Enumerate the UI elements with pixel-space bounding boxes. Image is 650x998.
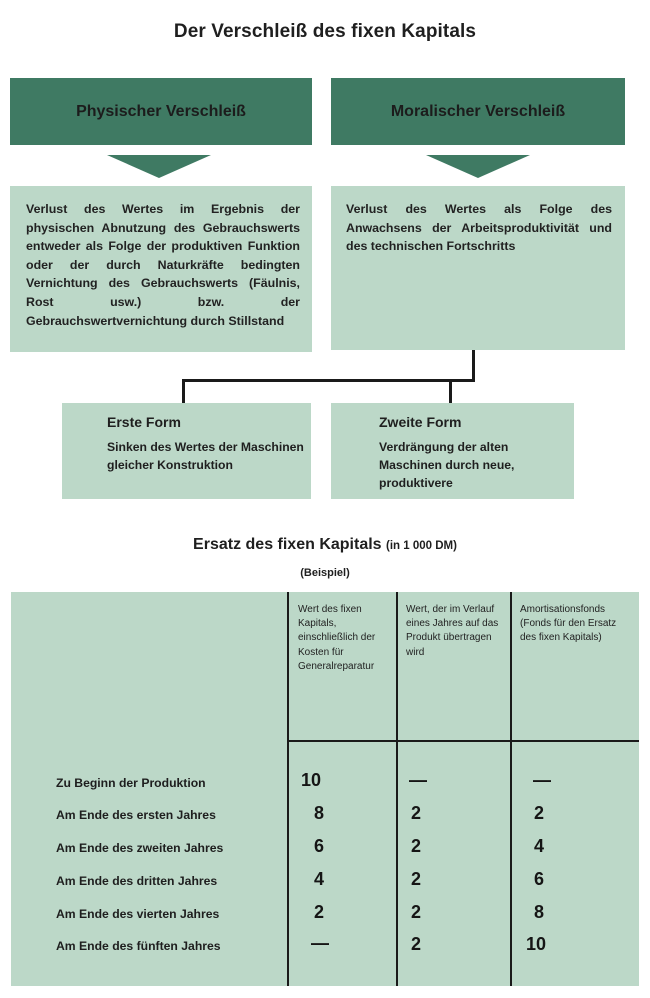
row-value-fixed-capital: — xyxy=(311,933,329,953)
row-value-transferred: — xyxy=(409,770,427,790)
physical-wear-panel xyxy=(10,186,312,352)
row-label: Am Ende des fünften Jahres xyxy=(56,939,221,953)
table-column-divider-1 xyxy=(287,592,289,986)
row-value-fixed-capital: 6 xyxy=(314,836,325,856)
first-form-title: Erste Form xyxy=(107,414,181,430)
row-label: Am Ende des dritten Jahres xyxy=(56,874,218,888)
row-value-amortization: 10 xyxy=(526,934,547,954)
physical-wear-heading-text: Physischer Verschleiß xyxy=(76,102,246,120)
row-value-fixed-capital: 4 xyxy=(314,869,325,889)
first-form-text: Sinken des Wertes der Maschinen gleicher Konstruktion xyxy=(107,440,304,472)
row-label: Am Ende des vierten Jahres xyxy=(56,907,220,921)
row-value-fixed-capital: 10 xyxy=(301,770,322,790)
row-value-transferred: 2 xyxy=(411,869,422,889)
row-value-transferred: 2 xyxy=(411,836,422,856)
row-label: Am Ende des zweiten Jahres xyxy=(56,841,224,855)
row-value-transferred: 2 xyxy=(411,803,422,823)
row-value-amortization: 6 xyxy=(534,869,545,889)
replacement-example: (Beispiel) xyxy=(300,567,350,579)
connector-right-drop xyxy=(449,379,452,404)
row-label: Am Ende des ersten Jahres xyxy=(56,808,216,822)
replacement-title-text: Ersatz des fixen Kapitals xyxy=(193,536,382,553)
connector-horizontal xyxy=(182,379,475,382)
second-form-panel xyxy=(331,403,574,499)
row-label: Zu Beginn der Produktion xyxy=(56,776,206,790)
column-header-fixed-capital-value: Wert des fixen Kapitals, einschließlich der Kosten für Generalreparatur xyxy=(298,604,376,672)
physical-wear-heading xyxy=(10,78,312,145)
moral-wear-heading-text: Moralischer Verschleiß xyxy=(390,102,566,120)
replacement-unit: (in 1 000 DM) xyxy=(386,540,457,552)
column-header-amortization-fund: Amortisationsfonds (Fonds für den Ersatz des fixen Kapitals) xyxy=(520,604,617,644)
row-value-amortization: 4 xyxy=(534,836,545,856)
column-header-transferred-value: Wert, der im Verlauf eines Jahres auf das Produkt übertragen wird xyxy=(406,604,499,658)
replacement-table xyxy=(11,592,639,986)
moral-wear-panel xyxy=(331,186,625,350)
row-value-amortization: — xyxy=(533,770,551,790)
moral-wear-heading xyxy=(331,78,625,145)
connector-left-drop xyxy=(182,379,185,404)
moral-wear-arrow xyxy=(426,155,530,178)
table-column-divider-3 xyxy=(510,592,512,986)
moral-wear-description: Verlust des Wertes als Folge des Anwachsens der Arbeitsproduktivität und des technischen Fortschritts xyxy=(346,202,612,254)
row-value-fixed-capital: 8 xyxy=(314,803,325,823)
row-value-fixed-capital: 2 xyxy=(314,902,325,922)
row-value-amortization: 8 xyxy=(534,902,545,922)
second-form-text: Verdrängung der alten Maschinen durch neue, produktivere xyxy=(379,440,515,490)
physical-wear-description: Verlust des Wertes im Ergebnis der physischen Abnutzung des Gebrauchswerts entweder als Folge der produktiven Funktion oder der durch Naturkräfte bedingten Vernichtung des Gebrauchswerts (Fäulnis, Rost usw.) bzw. der Gebrauchswertvernichtung durch Stillstand xyxy=(26,202,300,328)
row-value-transferred: 2 xyxy=(411,934,422,954)
replacement-title xyxy=(0,536,650,554)
row-value-amortization: 2 xyxy=(534,803,545,823)
row-value-transferred: 2 xyxy=(411,902,422,922)
second-form-title: Zweite Form xyxy=(379,414,462,430)
table-column-divider-2 xyxy=(396,592,398,986)
first-form-panel xyxy=(62,403,311,499)
table-header-divider xyxy=(287,740,639,742)
page-title: Der Verschleiß des fixen Kapitals xyxy=(173,21,477,42)
physical-wear-arrow xyxy=(107,155,211,178)
connector-vertical-top xyxy=(472,350,475,381)
